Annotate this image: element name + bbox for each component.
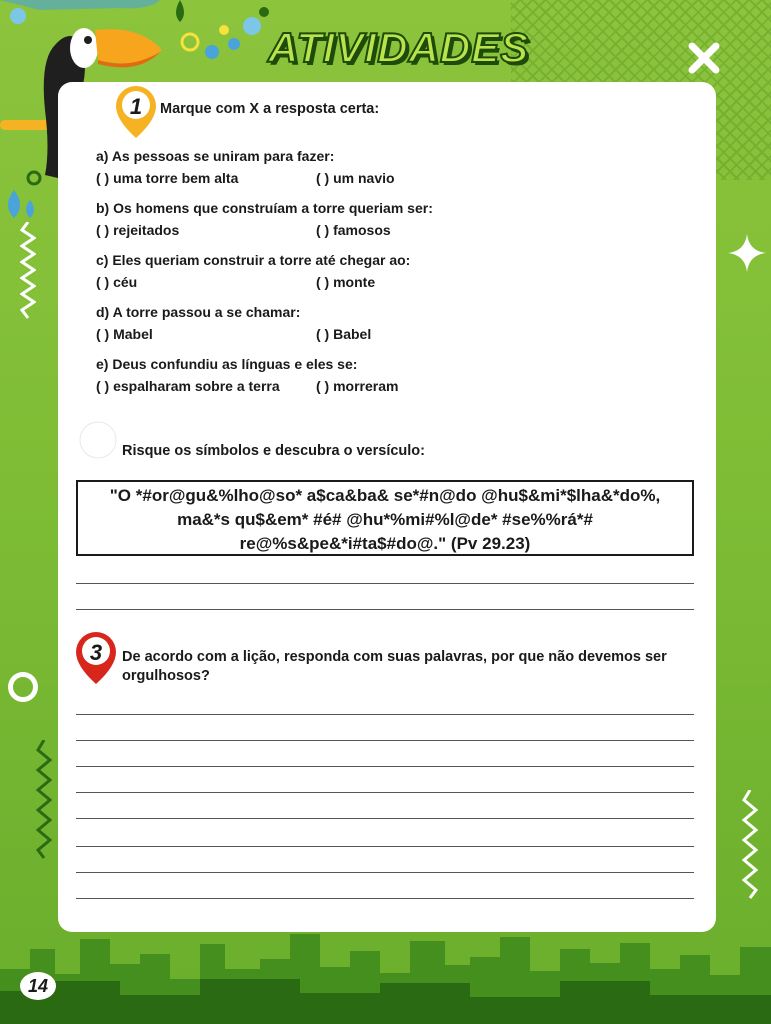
question-1b-option-2: ( ) famosos xyxy=(316,222,391,238)
answer-line[interactable] xyxy=(76,766,694,767)
answer-line[interactable] xyxy=(76,714,694,715)
zigzag-decoration xyxy=(36,740,52,860)
question-2-heading: Risque os símbolos e descubra o versículo: xyxy=(122,443,425,459)
question-1c-option-2: ( ) monte xyxy=(316,274,376,290)
question-1b: b) Os homens que construíam a torre queriam ser: xyxy=(96,200,433,216)
city-silhouette-decoration xyxy=(0,929,771,1024)
question-1b-option-1: ( ) rejeitados xyxy=(96,222,180,238)
x-decoration-icon xyxy=(686,40,722,76)
question-1e-option-1: ( ) espalharam sobre a terra xyxy=(96,378,280,394)
answer-line[interactable] xyxy=(76,846,694,847)
question-1d-option-1: ( ) Mabel xyxy=(96,326,153,342)
answer-line[interactable] xyxy=(76,898,694,899)
question-1e: e) Deus confundiu as línguas e eles se: xyxy=(96,356,358,372)
water-drop-icon xyxy=(0,186,40,226)
question-1-heading: Marque com X a resposta certa: xyxy=(160,101,380,117)
zigzag-decoration xyxy=(20,222,36,322)
answer-line[interactable] xyxy=(76,583,694,584)
answer-line[interactable] xyxy=(76,818,694,819)
answer-line[interactable] xyxy=(76,740,694,741)
answer-line[interactable] xyxy=(76,792,694,793)
question-1c: c) Eles queriam construir a torre até chegar ao: xyxy=(96,252,411,268)
question-3-number: 3 xyxy=(89,640,103,665)
verse-line-3: re@%s&pe&*i#ta$#do@." (Pv 29.23) xyxy=(239,534,531,553)
question-1d: d) A torre passou a se chamar: xyxy=(96,304,301,320)
question-1a-option-1: ( ) uma torre bem alta xyxy=(96,170,239,186)
question-1-number: 1 xyxy=(129,94,143,119)
question-3-heading-line-2: orgulhosos? xyxy=(122,668,210,684)
zigzag-decoration xyxy=(742,790,758,900)
ring-decoration xyxy=(8,672,38,702)
question-1-marker xyxy=(116,86,156,138)
answer-line[interactable] xyxy=(76,872,694,873)
verse-line-2: ma&*s qu$&em* #é# @hu*%mi#%l@de* #se%%rá*# xyxy=(177,510,593,529)
verse-line-1: "O *#or@gu&%lho@so* a$ca&ba& se*#n@do @hu$&mi*$lha&*do%, xyxy=(109,486,661,505)
question-1c-option-1: ( ) céu xyxy=(96,274,138,290)
sparkle-icon xyxy=(728,234,766,272)
page-title: ATIVIDADES xyxy=(268,24,530,71)
question-1e-option-2: ( ) morreram xyxy=(316,378,399,394)
question-3-heading-line-1: De acordo com a lição, responda com suas palavras, por que não devemos ser xyxy=(122,649,667,665)
answer-line[interactable] xyxy=(76,609,694,610)
page-number: 14 xyxy=(20,972,56,1000)
question-1a-option-2: ( ) um navio xyxy=(316,170,395,186)
question-3-marker xyxy=(76,632,116,684)
dots-decoration xyxy=(172,0,282,70)
scrambled-verse-box xyxy=(76,480,694,556)
question-2-marker xyxy=(76,420,120,460)
question-1a: a) As pessoas se uniram para fazer: xyxy=(96,148,335,164)
question-1d-option-2: ( ) Babel xyxy=(316,326,372,342)
